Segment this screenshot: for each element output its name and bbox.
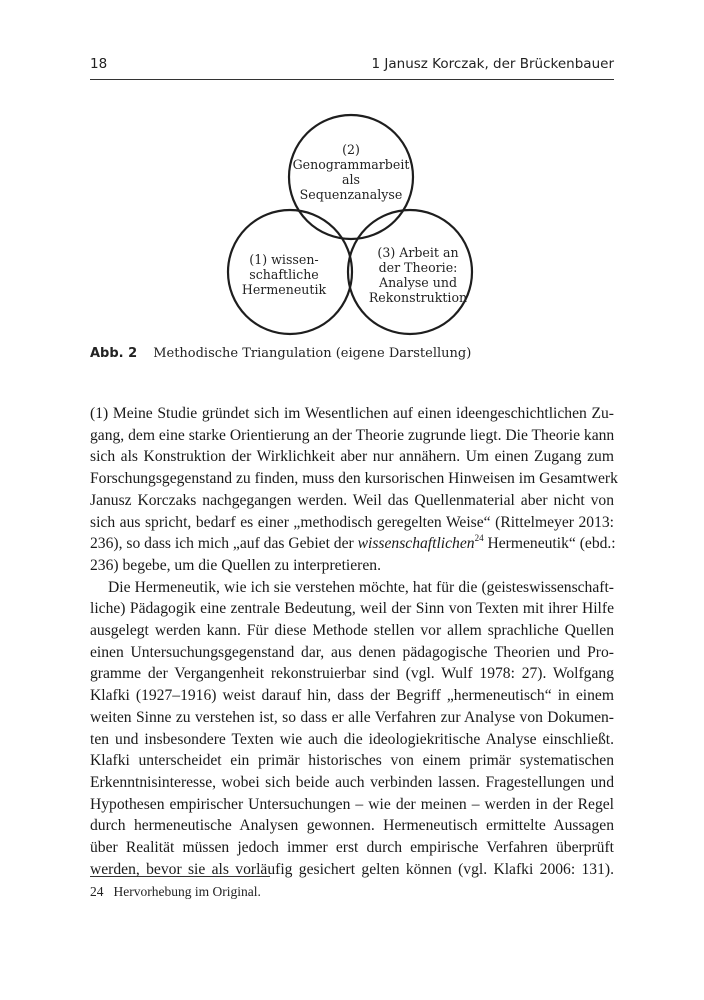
text-line: einen Untersuchungsgegenstand dar, aus denen pädagogische Theorien und Pro- — [90, 643, 614, 661]
text-line: über Realität müssen jedoch immer erst durch empirische Verfahren überprüft — [90, 839, 614, 857]
label-top-4: Sequenzanalyse — [299, 187, 403, 202]
label-right-3: Analyse und — [378, 275, 458, 290]
footnote-marker: 24 — [474, 533, 484, 544]
footnote-number: 24 — [90, 884, 104, 899]
venn-diagram — [0, 0, 704, 380]
label-top-2: Genogrammarbeit — [292, 157, 410, 172]
text-line: Klafki unterscheidet ein primär historisches von einem primär systematischen — [90, 752, 614, 770]
body-text — [90, 403, 618, 880]
text-line: Die Hermeneutik, wie ich sie verstehen möchte, hat für die (geisteswissenschaft- — [108, 578, 614, 596]
label-top-1: (2) — [342, 142, 360, 157]
emphasis: wissenschaftlichen — [357, 535, 475, 553]
label-top-3: als — [342, 172, 360, 187]
text-line — [90, 533, 614, 555]
text-line: sich aus spricht, bedarf es einer „methodisch geregelten Weise“ (Rittelmeyer 2013: — [90, 513, 614, 531]
running-title: 1 Janusz Korczak, der Brückenbauer — [371, 56, 614, 72]
text-line: liche) Pädagogik eine zentrale Bedeutung, weil der Sinn von Texten mit ihrer Hilfe — [90, 600, 614, 618]
text-line: weiten Sinne zu verstehen ist, so dass er alle Verfahren zur Analyse von Dokumen- — [90, 708, 614, 726]
label-left-3: Hermeneutik — [241, 282, 327, 297]
label-left-1: (1) wissen- — [249, 252, 319, 267]
text-line: werden, bevor sie als vorläufig gesichert gelten können (vgl. Klafki 2006: 131). — [90, 860, 614, 878]
text-segment: 236), so dass ich mich „auf das Gebiet der — [90, 535, 358, 553]
paragraph-1 — [90, 403, 618, 577]
label-left-2: schaftliche — [249, 267, 319, 282]
footnote-text: Hervorhebung im Original. — [113, 884, 261, 899]
caption-label: Abb. 2 — [90, 346, 138, 361]
text-line: Hypothesen empirischer Untersuchungen – wie der meinen – werden in der Regel — [90, 795, 614, 813]
text-line: gang, dem eine starke Orientierung an der Theorie zugrunde liegt. Die Theorie kann — [90, 426, 615, 444]
text-line: Forschungsgegenstand zu finden, muss den kursorischen Hinweisen im Gesamtwerk — [90, 470, 618, 488]
text-segment: Hermeneutik“ (ebd.: — [483, 535, 616, 553]
text-line: 236) begebe, um die Quellen zu interpretieren. — [90, 556, 381, 574]
figure-caption — [90, 346, 471, 361]
page-number: 18 — [90, 56, 108, 72]
footnote — [90, 884, 261, 900]
text-line: durch hermeneutische Analysen gewonnen. Hermeneutisch ermittelte Aussagen — [90, 817, 614, 835]
label-right-4: Rekonstruktion — [368, 290, 468, 305]
text-line: sich als Konstruktion der Wirklichkeit aber nur annähern. Um einen Zugang zum — [90, 448, 614, 466]
caption-text: Methodische Triangulation (eigene Darstellung) — [153, 346, 472, 361]
text-line: (1) Meine Studie gründet sich im Wesentlichen auf einen ideengeschichtlichen Zu- — [90, 405, 614, 422]
footnote-rule — [90, 876, 270, 877]
text-line: ten und insbesondere Texten wie auch die ideologiekritische Analyse einschließt. — [90, 730, 614, 748]
text-line: ausgelegt werden kann. Für diese Methode stellen vor allem sprachliche Quellen — [90, 622, 614, 640]
label-right-2: der Theorie: — [378, 260, 458, 275]
text-line: Erkenntnisinteresse, wobei sich beide auch verbinden lassen. Fragestellungen und — [90, 773, 614, 791]
text-line: Janusz Korczaks nachgegangen werden. Weil das Quellenmaterial aber nicht von — [90, 491, 614, 509]
text-line: Klafki (1927–1916) weist darauf hin, dass der Begriff „hermeneutisch“ in einem — [90, 687, 614, 705]
text-line: gramme der Vergangenheit rekonstruierbar sind (vgl. Wulf 1978: 27). Wolfgang — [90, 665, 614, 683]
label-right-1: (3) Arbeit an — [377, 245, 459, 260]
paragraph-2 — [90, 577, 614, 881]
